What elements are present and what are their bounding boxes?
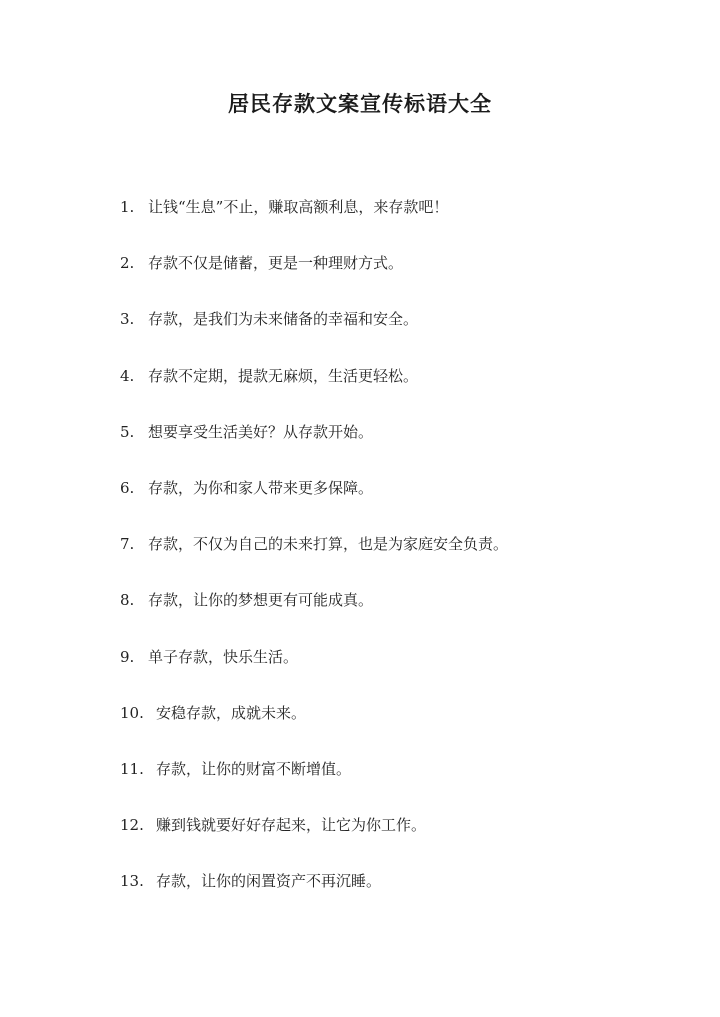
item-number: 9.	[120, 647, 135, 666]
list-item	[120, 477, 508, 533]
document-title: 居民存款文案宣传标语大全	[228, 91, 492, 116]
list-item	[120, 196, 508, 252]
item-text: 存款，是我们为未来储备的幸福和安全。	[148, 310, 419, 329]
item-text: 存款，为你和家人带来更多保障。	[148, 478, 374, 497]
item-text: 存款不定期，提款无麻烦，生活更轻松。	[148, 366, 419, 385]
item-text: 想要享受生活美好？从存款开始。	[148, 422, 374, 441]
item-number: 2.	[120, 254, 135, 273]
item-text: 存款不仅是储蓄，更是一种理财方式。	[148, 254, 404, 273]
item-number: 7.	[120, 535, 135, 554]
item-text: 存款，不仅为自己的未来打算，也是为家庭安全负责。	[148, 535, 509, 554]
list-item	[120, 252, 508, 308]
item-number: 11.	[120, 759, 144, 778]
item-number: 8.	[120, 591, 135, 610]
item-number: 4.	[120, 366, 135, 385]
item-number: 1.	[120, 198, 135, 216]
item-text: 存款，让你的梦想更有可能成真。	[148, 591, 374, 610]
list-item	[120, 308, 508, 364]
list-item	[120, 702, 508, 758]
item-number: 5.	[120, 422, 135, 441]
list-item	[120, 814, 508, 870]
item-text: 安稳存款，成就未来。	[156, 703, 307, 722]
item-number: 13.	[120, 872, 144, 891]
item-text: 让钱“生息”不止，赚取高额利息，来存款吧！	[148, 198, 449, 216]
list-item	[120, 533, 508, 589]
item-number: 10.	[120, 703, 144, 722]
item-number: 12.	[120, 816, 144, 835]
item-number: 3.	[120, 310, 135, 329]
list-item	[120, 365, 508, 421]
list-item	[120, 589, 508, 645]
item-text: 存款，让你的财富不断增值。	[156, 759, 352, 778]
item-text: 赚到钱就要好好存起来，让它为你工作。	[156, 816, 427, 835]
item-text: 存款，让你的闲置资产不再沉睡。	[156, 872, 382, 891]
slogan-list	[120, 196, 508, 926]
item-text: 单子存款，快乐生活。	[148, 647, 299, 666]
list-item	[120, 421, 508, 477]
list-item	[120, 758, 508, 814]
list-item	[120, 870, 508, 926]
list-item	[120, 646, 508, 702]
item-number: 6.	[120, 478, 135, 497]
